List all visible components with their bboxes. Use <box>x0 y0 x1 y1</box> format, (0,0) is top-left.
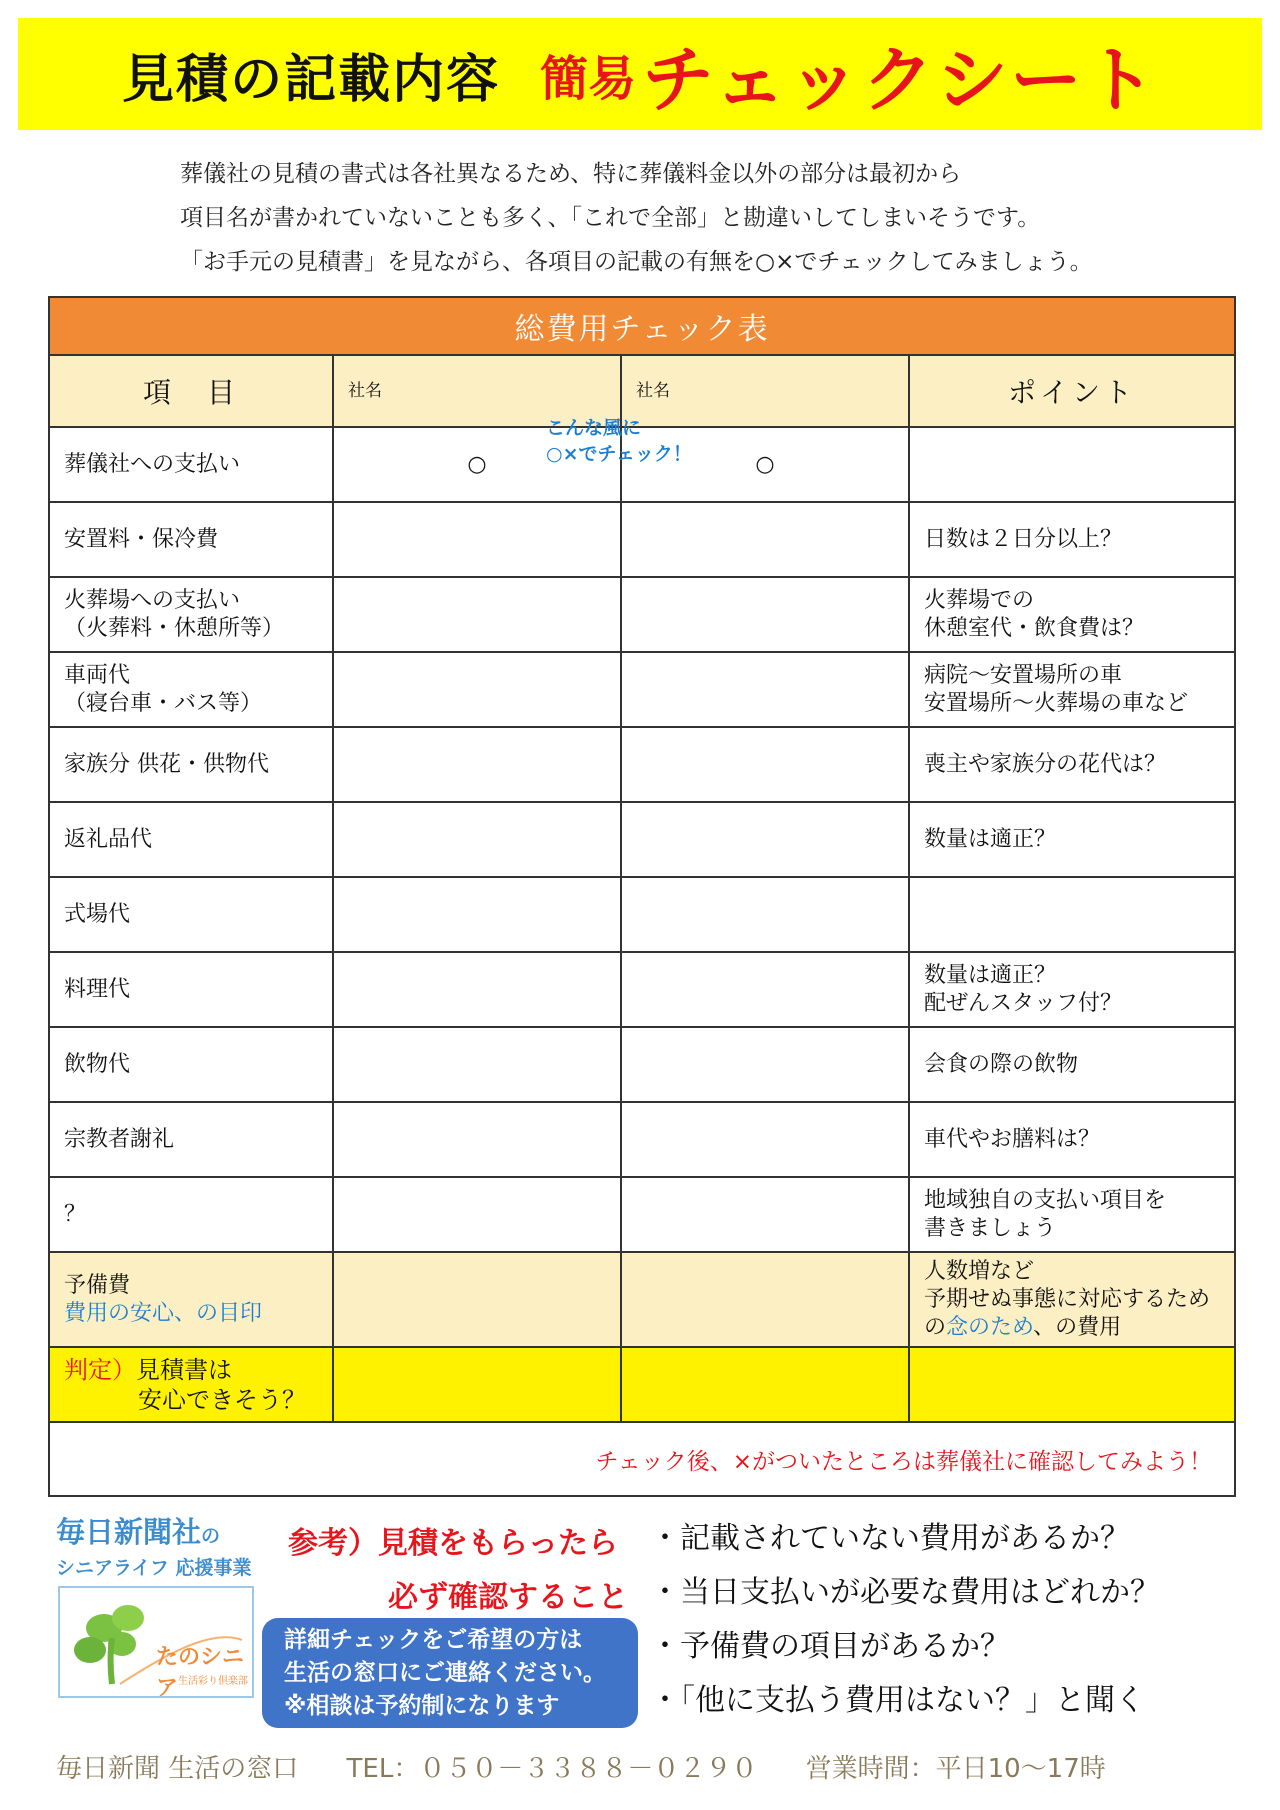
check-cell-company1[interactable] <box>333 727 621 802</box>
check-cell-company2[interactable] <box>621 877 909 952</box>
table-row <box>49 652 1235 727</box>
judge-cell-point <box>909 1347 1235 1422</box>
contact-box: 詳細チェックをご希望の方は 生活の窓口にご連絡ください。 ※相談は予約制になります <box>262 1618 638 1728</box>
logo-brand-sub: 生活彩り倶楽部 <box>178 1676 248 1687</box>
reserve-item: 予備費 費用の安心、の目印 <box>49 1252 333 1347</box>
check-cell-company2[interactable] <box>621 502 909 577</box>
reserve-row <box>49 1252 1235 1347</box>
row-item: 宗教者謝礼 <box>49 1102 333 1177</box>
footer <box>56 1748 1146 1785</box>
check-cell-company1[interactable] <box>333 877 621 952</box>
row-item: 返礼品代 <box>49 802 333 877</box>
table-row <box>49 502 1235 577</box>
title-sub1: 簡易 <box>540 50 637 107</box>
row-item: 料理代 <box>49 952 333 1027</box>
intro-text <box>180 152 1240 284</box>
table-row <box>49 1177 1235 1252</box>
footer-org: 毎日新聞 生活の窓口 <box>56 1754 299 1784</box>
row-point: 車代やお膳料は？ <box>909 1102 1235 1177</box>
footer-tel[interactable]: TEL：０５０－３３８８－０２９０ <box>346 1754 758 1784</box>
row-point: 会食の際の飲物 <box>909 1027 1235 1102</box>
row-point <box>909 877 1235 952</box>
check-cell-company2[interactable] <box>621 1252 909 1347</box>
check-cell-company2[interactable] <box>621 652 909 727</box>
row-point: 喪主や家族分の花代は？ <box>909 727 1235 802</box>
title-sub2: チェックシート <box>642 38 1158 122</box>
reserve-item-note: 費用の安心、の目印 <box>64 1300 263 1326</box>
check-cell-company1[interactable] <box>333 802 621 877</box>
check-cell-company2[interactable] <box>621 1177 909 1252</box>
check-cell-company1[interactable]: ○ <box>333 427 621 502</box>
logo-brand: たのシニア <box>156 1645 245 1701</box>
header-point: ポイント <box>909 355 1235 427</box>
list-item: ・「他に支払う費用はない？」と聞く <box>650 1683 1145 1718</box>
table-title: 総費用チェック表 <box>49 297 1235 355</box>
table-row <box>49 952 1235 1027</box>
table-row <box>49 727 1235 802</box>
row-item: ？ <box>49 1177 333 1252</box>
reference-checklist <box>650 1512 1160 1728</box>
list-item: ・記載されていない費用があるか？ <box>650 1521 1130 1556</box>
note-row <box>49 1422 1235 1496</box>
judge-row <box>49 1347 1235 1422</box>
row-point: 数量は適正？ 配ぜんスタッフ付？ <box>909 952 1235 1027</box>
row-item: 式場代 <box>49 877 333 952</box>
check-note: チェック後、×がついたところは葬儀社に確認してみよう！ <box>49 1422 1235 1496</box>
row-point: 病院～安置場所の車 安置場所～火葬場の車など <box>909 652 1235 727</box>
check-cell-company1[interactable] <box>333 577 621 652</box>
row-item: 葬儀社への支払い <box>49 427 333 502</box>
check-cell-company2[interactable]: ○ <box>621 427 909 502</box>
row-point: 地域独自の支払い項目を 書きましょう <box>909 1177 1235 1252</box>
title-banner <box>18 18 1262 130</box>
judge-cell-company1[interactable] <box>333 1347 621 1422</box>
header-company1[interactable]: 社名 <box>333 355 621 427</box>
row-item: 安置料・保冷費 <box>49 502 333 577</box>
row-point: 火葬場での 休憩室代・飲食費は？ <box>909 577 1235 652</box>
reserve-point: 人数増など 予期せぬ事態に対応するため の念のため、の費用 <box>909 1252 1235 1347</box>
check-cell-company1[interactable] <box>333 952 621 1027</box>
check-cell-company1[interactable] <box>333 1177 621 1252</box>
reference-title: 参考）見積をもらったら <box>288 1526 618 1561</box>
check-cell-company2[interactable] <box>621 1027 909 1102</box>
list-item: ・予備費の項目があるか？ <box>650 1629 1010 1664</box>
check-cell-company1[interactable] <box>333 1027 621 1102</box>
row-point: 日数は２日分以上？ <box>909 502 1235 577</box>
title-main: 見積の記載内容 <box>122 49 501 110</box>
header-item: 項 目 <box>49 355 333 427</box>
reference-subtitle: 必ず確認すること <box>388 1580 628 1615</box>
row-item: 火葬場への支払い （火葬料・休憩所等） <box>49 577 333 652</box>
row-point: 数量は適正？ <box>909 802 1235 877</box>
table-row <box>49 577 1235 652</box>
list-item: ・当日支払いが必要な費用はどれか？ <box>650 1575 1160 1610</box>
table-row <box>49 877 1235 952</box>
check-cell-company2[interactable] <box>621 1102 909 1177</box>
row-item: 飲物代 <box>49 1027 333 1102</box>
check-cell-company2[interactable] <box>621 727 909 802</box>
row-item: 家族分 供花・供物代 <box>49 727 333 802</box>
check-cell-company1[interactable] <box>333 502 621 577</box>
intro-line: 項目名が書かれていないことも多く、「これで全部」と勘違いしてしまいそうです。 <box>180 205 1041 231</box>
check-table <box>48 296 1236 1497</box>
example-annotation: こんな風に ○×でチェック！ <box>546 417 692 465</box>
tano-senior-logo <box>58 1586 254 1701</box>
row-point <box>909 427 1235 502</box>
table-row <box>49 802 1235 877</box>
sponsor-text: 毎日新聞社の シニアライフ 応援事業 <box>56 1515 252 1579</box>
judge-label: 判定）見積書は 安心できそう？ <box>49 1347 333 1422</box>
table-row <box>49 1027 1235 1102</box>
check-cell-company2[interactable] <box>621 952 909 1027</box>
check-cell-company1[interactable] <box>333 1102 621 1177</box>
table-row <box>49 1102 1235 1177</box>
check-cell-company2[interactable] <box>621 577 909 652</box>
intro-line: 葬儀社の見積の書式は各社異なるため、特に葬儀料金以外の部分は最初から <box>180 161 962 187</box>
check-cell-company1[interactable] <box>333 652 621 727</box>
judge-cell-company2[interactable] <box>621 1347 909 1422</box>
check-cell-company2[interactable] <box>621 802 909 877</box>
check-cell-company1[interactable] <box>333 1252 621 1347</box>
row-item: 車両代 （寝台車・バス等） <box>49 652 333 727</box>
footer-hours: 営業時間：平日10～17時 <box>805 1754 1106 1784</box>
intro-line: 「お手元の見積書」を見ながら、各項目の記載の有無を○×でチェックしてみましょう。 <box>180 249 1093 275</box>
header-company2[interactable]: 社名 <box>621 355 909 427</box>
